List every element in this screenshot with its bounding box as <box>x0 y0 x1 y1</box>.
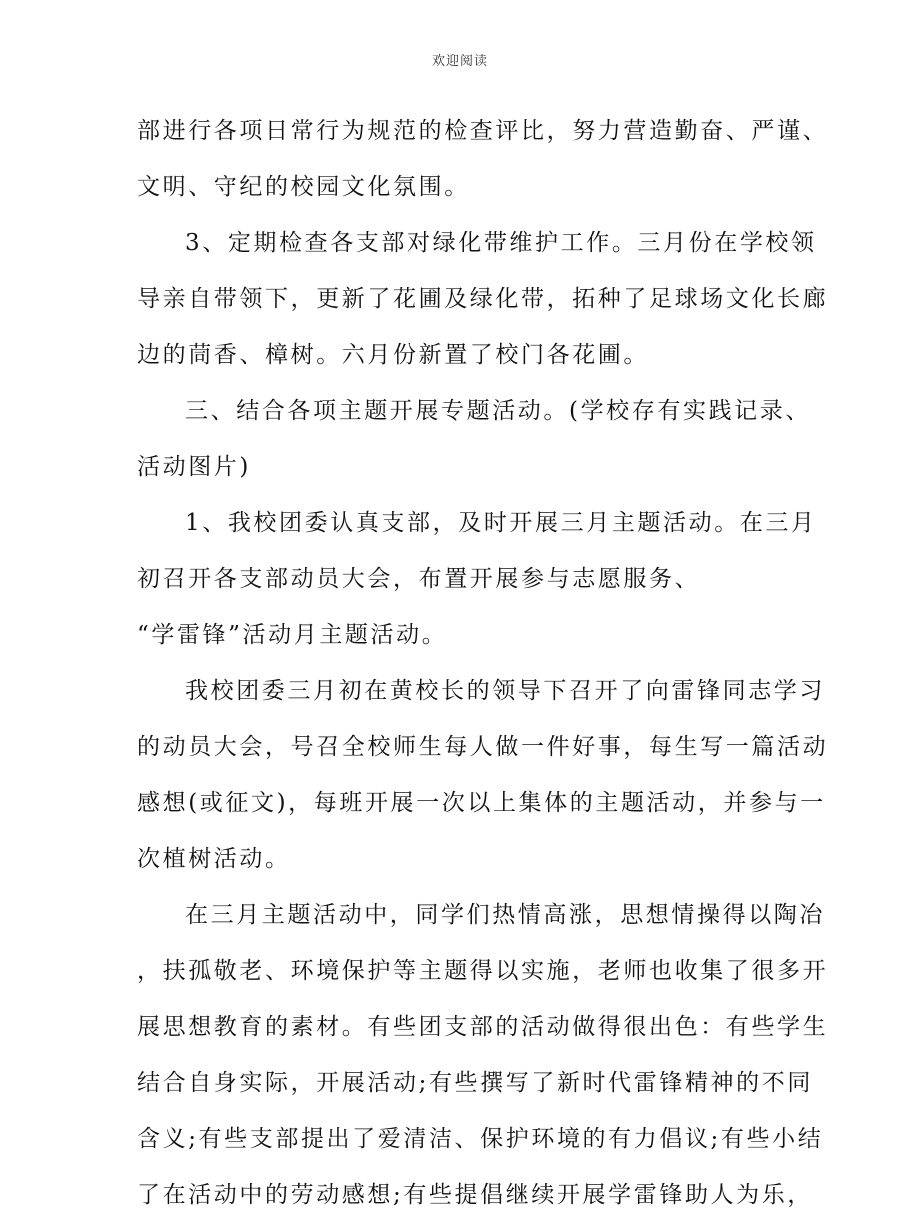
paragraph <box>137 887 829 1223</box>
text-line: 三、结合各项主题开展专题活动。(学校存有实践记录、 <box>185 398 811 424</box>
text-line: 含义;有些支部提出了爱清洁、保护环境的有力倡议;有些小结 <box>137 1126 824 1152</box>
paragraph <box>137 663 829 887</box>
text-line: 次植树活动。 <box>137 846 291 872</box>
text-line: 部进行各项日常行为规范的检查评比，努力营造勤奋、严谨、 <box>137 118 829 144</box>
text-line: 活动图片) <box>137 454 251 480</box>
text-line: 1、我校团委认真支部，及时开展三月主题活动。在三月 <box>185 510 817 536</box>
text-line: 了在活动中的劳动感想;有些提倡继续开展学雷锋助人为乐， <box>137 1182 813 1208</box>
text-line: 3、定期检查各支部对绿化带维护工作。三月份在学校领 <box>185 230 817 256</box>
text-line: “学雷锋”活动月主题活动。 <box>137 622 448 648</box>
text-line: 在三月主题活动中，同学们热情高涨，思想情操得以陶冶 <box>185 902 825 928</box>
text-line: 展思想教育的素材。有些团支部的活动做得很出色：有些学生 <box>137 1014 829 1040</box>
text-line: 感想(或征文)，每班开展一次以上集体的主题活动，并参与一 <box>137 790 826 816</box>
paragraph <box>137 103 829 215</box>
text-line: 导亲自带领下，更新了花圃及绿化带，拓种了足球场文化长廊 <box>137 286 829 312</box>
page-header: 欢迎阅读 <box>431 54 488 69</box>
text-line: 文明、守纪的校园文化氛围。 <box>137 174 470 200</box>
text-line: ，扶孤敬老、环境保护等主题得以实施，老师也收集了很多开 <box>137 958 829 984</box>
paragraph <box>137 383 811 495</box>
text-line: 边的茼香、樟树。六月份新置了校门各花圃。 <box>137 342 649 368</box>
text-line: 的动员大会，号召全校师生每人做一件好事，每生写一篇活动 <box>137 734 829 760</box>
paragraph <box>137 215 829 383</box>
paragraph <box>137 495 817 663</box>
document-body <box>137 103 829 1223</box>
text-line: 结合自身实际，开展活动;有些撰写了新时代雷锋精神的不同 <box>137 1070 813 1096</box>
text-line: 我校团委三月初在黄校长的领导下召开了向雷锋同志学习 <box>185 678 825 704</box>
text-line: 初召开各支部动员大会，布置开展参与志愿服务、 <box>137 566 701 592</box>
